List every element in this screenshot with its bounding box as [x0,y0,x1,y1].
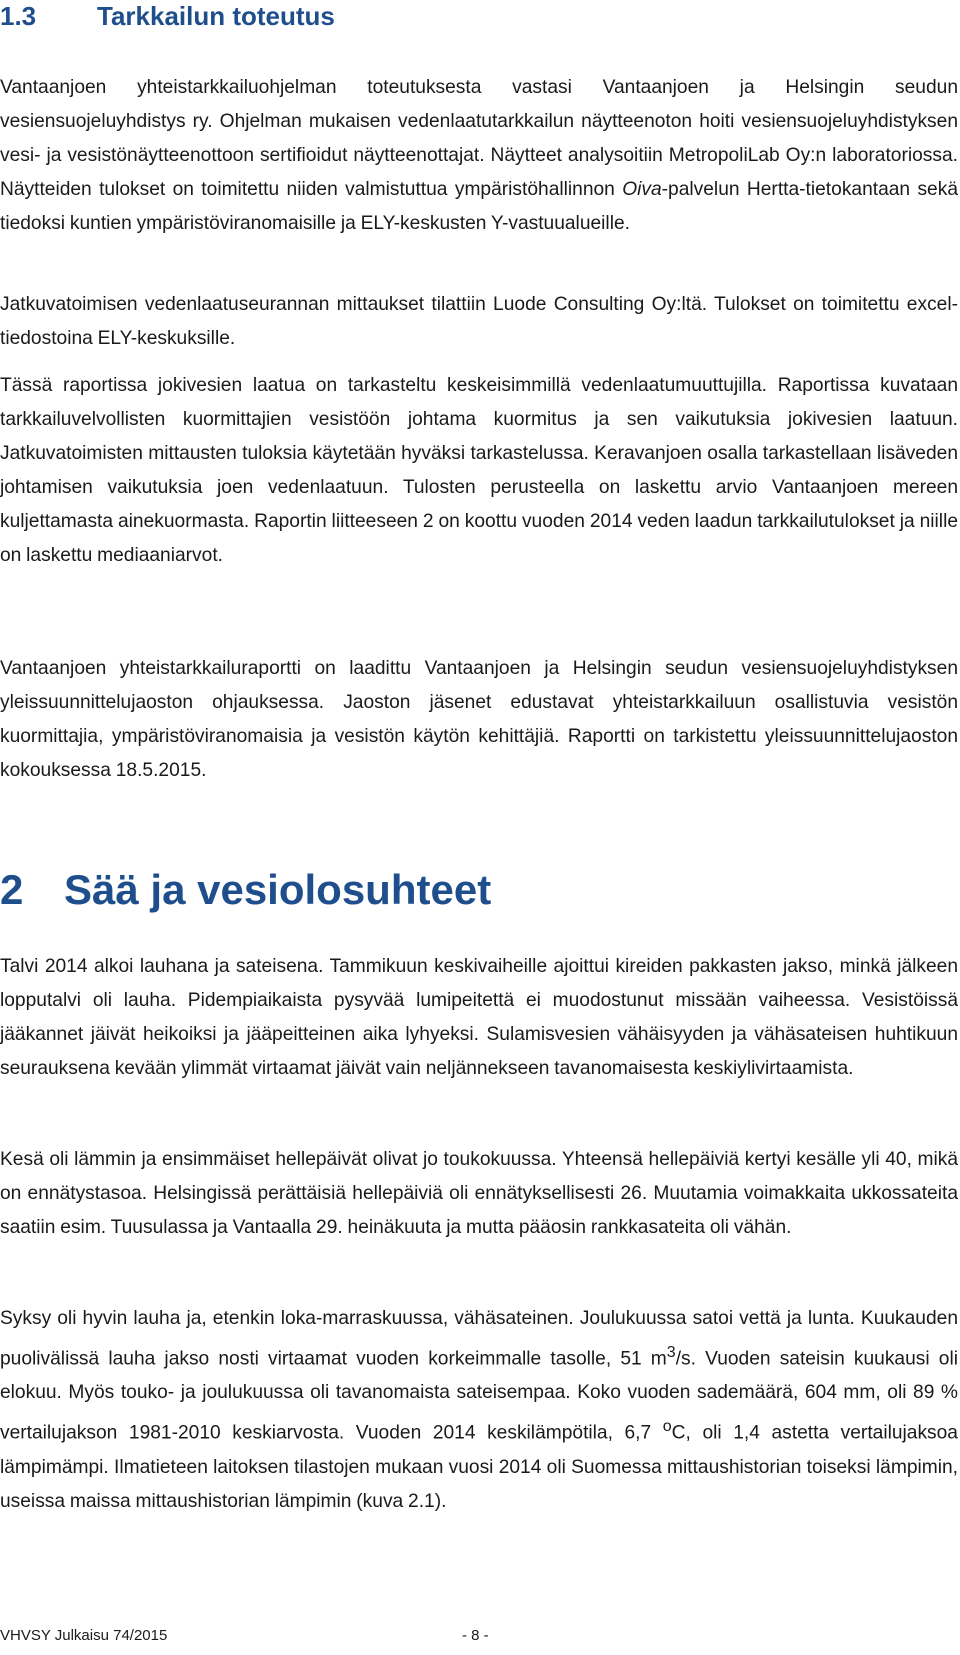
publication-label: VHVSY Julkaisu 74/2015 [0,1627,168,1644]
section-title: Tarkkailun toteutus [97,1,335,31]
paragraph-implementation [0,71,958,241]
chapter-number: 2 [0,866,24,913]
paragraph-text: Syksy oli hyvin lauha ja, etenkin loka-marraskuussa, vähäsateinen. Joulukuussa satoi vettä ja lunta. Kuukauden puolivälissä lauha jakso nosti virtaamat vuoden korkeimmalle tasolle, 51 m [0,1308,958,1370]
paragraph-report-scope: Tässä raportissa jokivesien laatua on tarkasteltu keskeisimmillä vedenlaatumuuttujilla. Raportissa kuvataan tarkkailuvelvollisten kuormittajien vesistöön johtama kuormitus ja sen vaikutuksia jokivesien laatuun. Jatkuvatoimisten mittausten tuloksia käytetään hyväksi tarkastelussa. Keravanjoen osalla tarkastellaan lisäveden johtamisen vaikutuksia joen vedenlaatuun. Tulosten perusteella on laskettu arvio Vantaanjoen mereen kuljettamasta ainekuormasta. Raportin liitteeseen 2 on koottu vuoden 2014 veden laadun tarkkailutulokset ja niille on laskettu mediaaniarvot. [0,375,958,566]
paragraph-text: Vantaanjoen yhteistarkkailuohjelman toteutuksesta vastasi Vantaanjoen ja Helsingin seudun vesiensuojeluyhdistys ry. Ohjelman mukaisen vedenlaatutarkkailun näytteenoton hoiti vesiensuojeluyhdistyksen vesi- ja vesistönäytteenottoon sertifioidut näytteenottajat. Näytteet analysoitiin MetropoliLab Oy:n laboratoriossa. Näytteiden tulokset on toimitettu niiden valmistuttua ympäristöhallinnon [0,77,958,200]
paragraph-text: /s. Vuoden sateisin kuukausi oli elokuu. Myös touko- ja joulukuussa oli tavanomaista sateisempaa. Koko vuoden sademäärä, 604 mm, oli 89 % vertailujakson 1981-2010 keskiarvosta. Vuoden 2014 keskilämpötila, 6,7 [0,1348,958,1444]
section-heading [0,0,335,32]
paragraph-summer: Kesä oli lämmin ja ensimmäiset hellepäivät olivat jo toukokuussa. Yhteensä hellepäiviä kertyi kesälle yli 40, mikä on ennätystasoa. Helsingissä perättäisiä hellepäiviä oli ennätyksellisesti 26. Muutamia voimakkaita ukkossateita saatiin esim. Tuusulassa ja Vantaalla 29. heinäkuuta ja mutta pääosin rankkasateita oli vähän. [0,1149,958,1238]
chapter-title: Sää ja vesiolosuhteet [64,866,492,913]
paragraph-report-guidance: Vantaanjoen yhteistarkkailuraportti on laadittu Vantaanjoen ja Helsingin seudun vesiensuojeluyhdistyksen yleissuunnittelujaoston ohjauksessa. Jaoston jäsenet edustavat yhteistarkkailuun osallistuvia vesistön kuormittajia, ympäristöviranomaisia ja vesistön käytön kehittäjiä. Raportti on tarkistettu yleissuunnittelujaoston kokouksessa 18.5.2015. [0,658,958,781]
page-number: - 8 - [462,1627,489,1644]
paragraph-winter: Talvi 2014 alkoi lauhana ja sateisena. Tammikuun keskivaiheille ajoittui kireiden pakkasten jakso, minkä jälkeen lopputalvi oli lauha. Pidempiaikaista pysyvää lumipeitettä ei muodostunut missään vaiheessa. Vesistöissä jääkannet jäivät heikoiksi ja jääpeitteinen aika lyhyeksi. Sulamisvesien vähäisyyden ja vähäsateisen huhtikuun seurauksena kevään ylimmät virtaamat jäivät vain neljännekseen tavanomaisesta keskiylivirtaamista. [0,956,958,1079]
paragraph-text: C, oli 1,4 astetta vertailujaksoa lämpimämpi. Ilmatieteen laitoksen tilastojen mukaan vuosi 2014 oli Suomessa mittaushistorian toiseksi lämpimin, useissa maissa mittaushistorian lämpimin (kuva 2.1). [0,1422,958,1512]
paragraph-autumn [0,1302,958,1519]
degree-superscript: o [662,1418,672,1436]
service-name-italic: Oiva [622,179,662,200]
chapter-heading [0,864,491,916]
paragraph-continuous-monitoring: Jatkuvatoimisen vedenlaatuseurannan mittaukset tilattiin Luode Consulting Oy:ltä. Tulokset on toimitettu excel-tiedostoina ELY-keskuksille. [0,294,958,349]
paragraph-text: -palvelun Hertta-tietokantaan sekä tiedoksi kuntien ympäristöviranomaisille ja ELY-keskusten Y-vastuualueille. [0,179,958,234]
cubic-superscript: 3 [666,1344,676,1361]
page-footer [0,1624,960,1648]
section-number: 1.3 [0,1,37,31]
